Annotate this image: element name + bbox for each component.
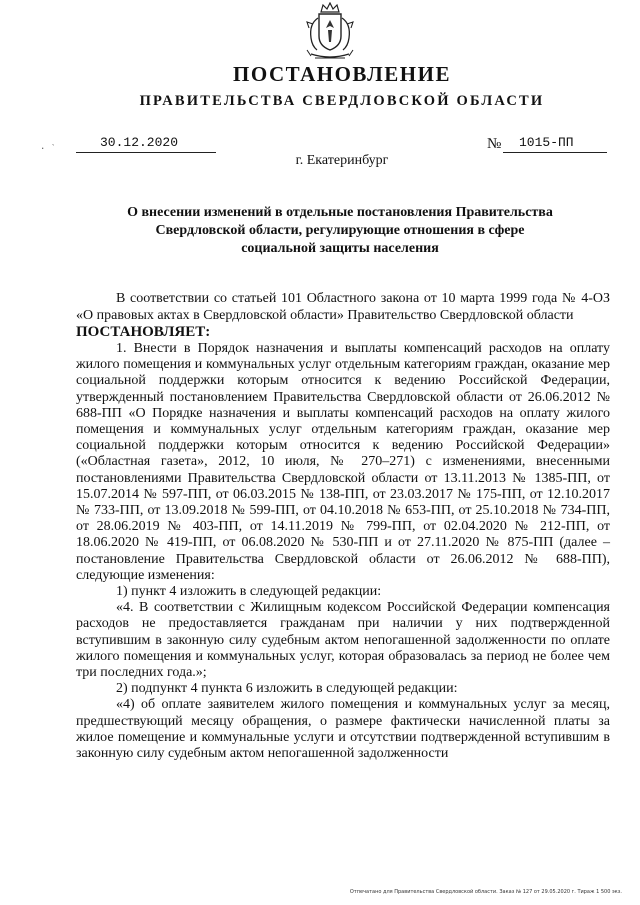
body-paragraph: «4) об оплате заявителем жилого помещения и коммунальных услуг за месяц, предшествующий месяцу обращения, о размере фактически начисленной платы за жилое помещение и коммунальные услуги и отсутствии подтвержденной вступившим в законную силу судебным актом непогашенной задолженности <box>76 697 610 762</box>
coat-of-arms-icon <box>301 2 359 64</box>
document-body <box>76 290 610 762</box>
body-paragraph: 1. Внести в Порядок назначения и выплаты компенсаций расходов на оплату жилого помещения и коммунальных услуг отдельным категориям граждан, оказание мер социальной поддержки которым относится к ведению Российской Федерации, утвержденный постановлением Правительства Свердловской области от 26.06.2012 № 688-ПП «О Порядке назначения и выплаты компенсаций расходов на оплату жилого помещения и коммунальных услуг отдельным категориям граждан, оказание мер социальной поддержки которым относится к ведению Российской Федерации» («Областная газета», 2012, 10 июля, № 270–271) с изменениями, внесенными постановлениями Правительства Свердловской области от 13.11.2013 № 1385-ПП, от 15.07.2014 № 597-ПП, от 06.03.2015 № 138-ПП, от 23.03.2017 № 175-ПП, от 12.10.2017 № 733-ПП, от 13.09.2018 № 599-ПП, от 04.10.2018 № 653-ПП, от 25.10.2018 № 734-ПП, от 28.06.2019 № 403-ПП, от 14.11.2019 № 799-ПП, от 02.04.2020 № 212-ПП, от 18.06.2020 № 419-ПП, от 06.08.2020 № 530-ПП и от 27.11.2020 № 875-ПП (далее – постановление Правительства Свердловской области от 26.06.2012 № 688-ПП), следующие изменения: <box>76 341 610 583</box>
body-paragraph: 1) пункт 4 изложить в следующей редакции: <box>116 584 382 600</box>
document-subtitle: ПРАВИТЕЛЬСТВА СВЕРДЛОВСКОЙ ОБЛАСТИ <box>139 93 545 109</box>
print-footer: Отпечатано для Правительства Свердловской области. Заказ № 127 от 29.05.2020 г. Тираж 1 500 экз. <box>349 889 622 895</box>
number-sign: № <box>487 136 502 152</box>
decree-heading: ПОСТАНОВЛЯЕТ: <box>76 324 211 340</box>
scan-mark: · ˋ <box>40 144 57 154</box>
body-paragraph: «4. В соответствии с Жилищным кодексом Российской Федерации компенсация расходов не предоставляется гражданам при наличии у них подтвержденной вступившим в законную силу судебным актом непогашенной задолженности по оплате жилого помещения и коммунальных услуг, которая образовалась за период не более чем три последних года.»; <box>76 600 610 681</box>
document-number: 1015-ПП <box>519 135 574 150</box>
preamble-paragraph: В соответствии со статьей 101 Областного закона от 10 марта 1999 года № 4-ОЗ «О правовых актах в Свердловской области» Правительство Свердловской области <box>76 291 610 323</box>
document-city: г. Екатеринбург <box>295 153 389 168</box>
body-paragraph: 2) подпункт 4 пункта 6 изложить в следующей редакции: <box>116 681 458 697</box>
document-title: ПОСТАНОВЛЕНИЕ <box>233 62 451 86</box>
document-subject: О внесении изменений в отдельные постановления Правительства Свердловской области, регулирующие отношения в сфере социальной защиты населения <box>127 205 553 256</box>
document-date: 30.12.2020 <box>100 135 179 150</box>
